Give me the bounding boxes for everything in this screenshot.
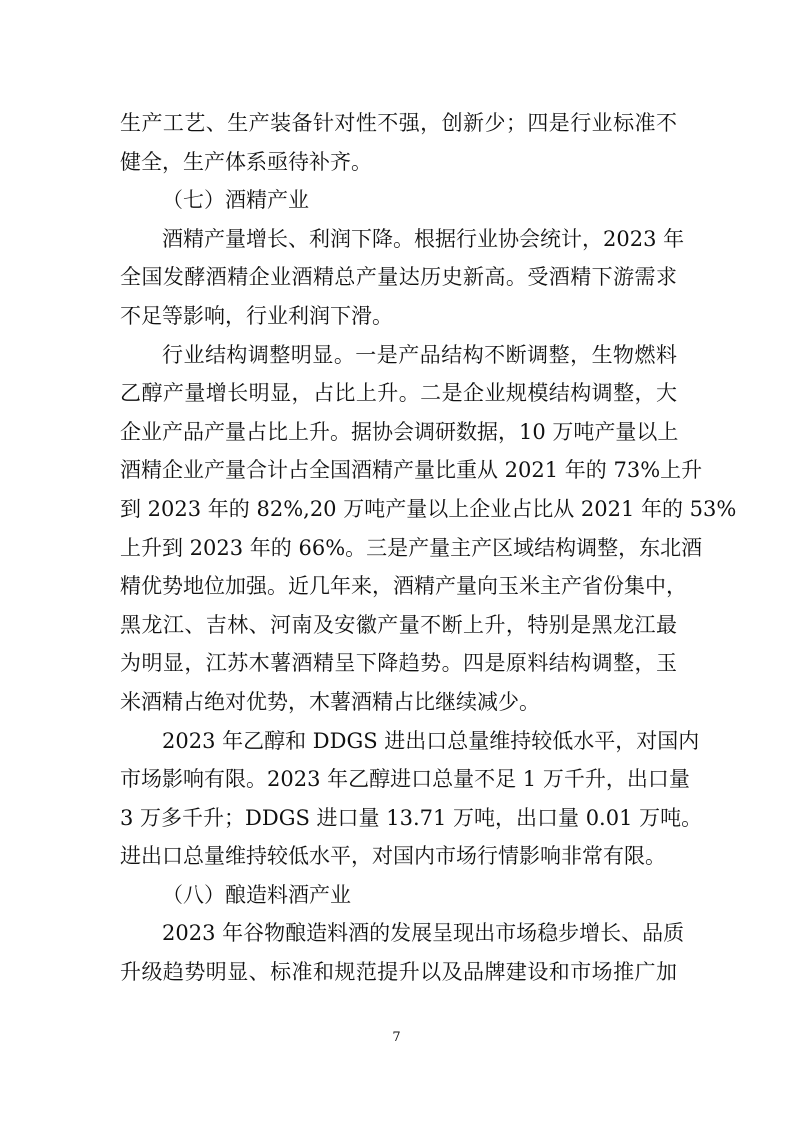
text-line: 2023 年谷物酿造料酒的发展呈现出市场稳步增长、品质	[162, 921, 685, 946]
text-line: 企业产品产量占比上升。据协会调研数据，10 万吨产量以上	[120, 419, 679, 444]
text-line: （七）酒精产业	[162, 188, 309, 213]
text-line: 酒精企业产量合计占全国酒精产量比重从 2021 年的 73%上升	[120, 458, 703, 483]
paragraph	[120, 104, 677, 181]
text-line: 为明显，江苏木薯酒精呈下降趋势。四是原料结构调整，玉	[120, 651, 677, 676]
text-line: 米酒精占绝对优势，木薯酒精占比继续减少。	[120, 689, 540, 714]
page-number: 7	[392, 1030, 401, 1045]
section-heading	[120, 181, 677, 220]
text-line: 到 2023 年的 82%,20 万吨产量以上企业占比从 2021 年的 53%	[120, 496, 737, 521]
text-line: 生产工艺、生产装备针对性不强，创新少；四是行业标准不	[120, 111, 677, 135]
text-line: 升级趋势明显、标准和规范提升以及品牌建设和市场推广加	[120, 960, 677, 985]
text-line: 黑龙江、吉林、河南及安徽产量不断上升，特别是黑龙江最	[120, 612, 677, 637]
document-body	[120, 104, 737, 992]
text-line: （八）酿造料酒产业	[162, 882, 351, 907]
text-line: 不足等影响，行业利润下滑。	[120, 303, 393, 328]
text-line: 2023 年乙醇和 DDGS 进出口总量维持较低水平，对国内	[162, 728, 700, 753]
text-line: 市场影响有限。2023 年乙醇进口总量不足 1 万千升，出口量	[120, 767, 690, 792]
text-line: 全国发酵酒精企业酒精总产量达历史新高。受酒精下游需求	[120, 265, 677, 290]
text-line: 健全，生产体系亟待补齐。	[120, 149, 372, 174]
paragraph	[120, 220, 685, 336]
paragraph	[120, 336, 737, 722]
text-line: 精优势地位加强。近几年来，酒精产量向玉米主产省份集中，	[120, 574, 687, 599]
text-line: 3 万多千升；DDGS 进口量 13.71 万吨，出口量 0.01 万吨。	[120, 805, 703, 830]
section-heading	[120, 876, 677, 915]
text-line: 进出口总量维持较低水平，对国内市场行情影响非常有限。	[120, 844, 666, 869]
paragraph	[120, 722, 703, 876]
text-line: 上升到 2023 年的 66%。三是产量主产区域结构调整，东北酒	[120, 535, 703, 560]
text-line: 酒精产量增长、利润下降。根据行业协会统计，2023 年	[162, 226, 685, 251]
text-line: 行业结构调整明显。一是产品结构不断调整，生物燃料	[162, 342, 677, 367]
paragraph	[120, 914, 685, 991]
text-line: 乙醇产量增长明显，占比上升。二是企业规模结构调整，大	[120, 381, 677, 406]
